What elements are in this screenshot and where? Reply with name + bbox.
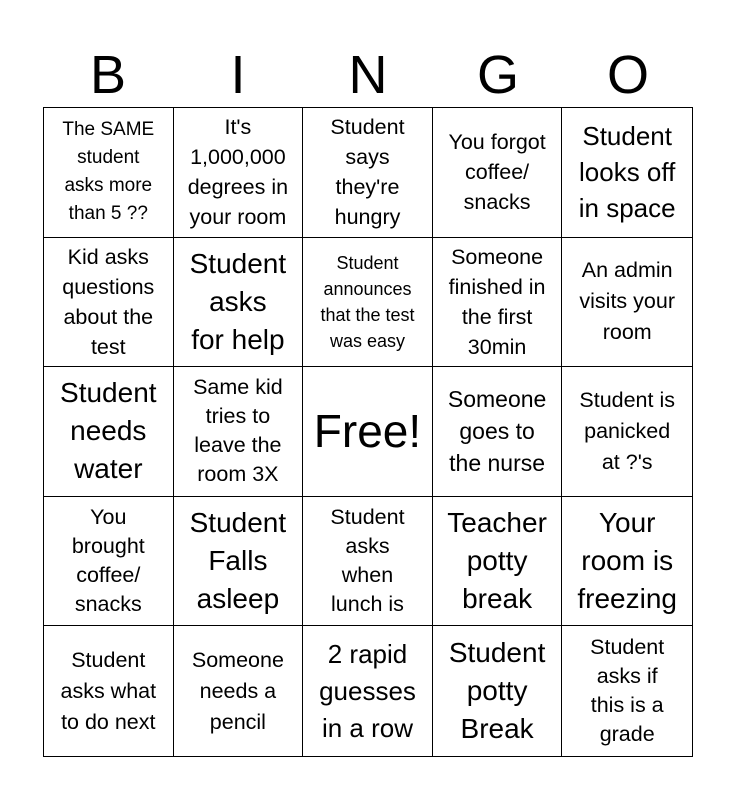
cell-text: Student says they're hungry	[330, 115, 405, 230]
bingo-cell-r2-c0[interactable]	[44, 367, 174, 497]
bingo-cell-r1-c2[interactable]	[303, 238, 433, 368]
bingo-cell-r0-c1[interactable]	[174, 108, 304, 238]
bingo-cell-r0-c0[interactable]	[44, 108, 174, 238]
cell-text: Student asks what to do next	[60, 647, 157, 734]
bingo-cell-r3-c0[interactable]	[44, 497, 174, 627]
cell-text: Student potty Break	[448, 637, 546, 745]
bingo-cell-r1-c4[interactable]	[562, 238, 692, 368]
bingo-cell-r0-c4[interactable]	[562, 108, 692, 238]
bingo-cell-r1-c3[interactable]	[433, 238, 563, 368]
header-letter-n: N	[348, 45, 388, 105]
cell-text: You brought coffee/ snacks	[71, 505, 145, 617]
bingo-board	[43, 107, 693, 757]
cell-text: 2 rapid guesses in a row	[319, 638, 416, 743]
cell-text: Student looks off in space	[578, 121, 676, 224]
bingo-cell-r4-c0[interactable]	[44, 626, 174, 756]
cell-text: Student asks if this is a grade	[590, 635, 665, 747]
bingo-cell-r0-c2[interactable]	[303, 108, 433, 238]
cell-text: Someone goes to the nurse	[447, 386, 547, 477]
bingo-cell-r4-c3[interactable]	[433, 626, 563, 756]
cell-text: Student asks when lunch is	[330, 505, 405, 617]
cell-text: Student asks for help	[189, 247, 287, 355]
cell-text: Someone finished in the first 30min	[448, 244, 546, 359]
bingo-header	[43, 44, 693, 106]
cell-text: Same kid tries to leave the room 3X	[193, 375, 283, 487]
bingo-cell-r3-c1[interactable]	[174, 497, 304, 627]
cell-text: Student needs water	[60, 377, 157, 485]
bingo-cell-r4-c1[interactable]	[174, 626, 304, 756]
cell-text: It's 1,000,000 degrees in your room	[187, 115, 289, 230]
cell-text: Someone needs a pencil	[191, 647, 284, 734]
bingo-cell-r4-c4[interactable]	[562, 626, 692, 756]
cell-text: An admin visits your room	[579, 258, 675, 345]
bingo-cell-r3-c3[interactable]	[433, 497, 563, 627]
bingo-cell-free[interactable]	[303, 367, 433, 497]
cell-text: The SAME student asks more than 5 ??	[62, 119, 155, 225]
header-letter-i: I	[230, 45, 246, 105]
cell-text: Student is panicked at ?'s	[579, 387, 675, 474]
bingo-cell-r4-c2[interactable]	[303, 626, 433, 756]
cell-text: Teacher potty break	[447, 507, 547, 615]
bingo-cell-r2-c3[interactable]	[433, 367, 563, 497]
header-letter-b: B	[89, 45, 127, 105]
cell-text: Kid asks questions about the test	[62, 244, 155, 359]
cell-text: Student Falls asleep	[189, 507, 287, 615]
bingo-cell-r2-c4[interactable]	[562, 367, 692, 497]
bingo-cell-r3-c4[interactable]	[562, 497, 692, 627]
cell-text: Free!	[313, 405, 422, 458]
bingo-cell-r0-c3[interactable]	[433, 108, 563, 238]
cell-text: You forgot coffee/ snacks	[448, 130, 546, 215]
bingo-cell-r2-c1[interactable]	[174, 367, 304, 497]
header-letter-o: O	[606, 45, 649, 105]
bingo-cell-r3-c2[interactable]	[303, 497, 433, 627]
cell-text: Your room is freezing	[577, 507, 677, 615]
header-letter-g: G	[476, 45, 519, 105]
bingo-cell-r1-c0[interactable]	[44, 238, 174, 368]
bingo-cell-r1-c1[interactable]	[174, 238, 304, 368]
cell-text: Student announces that the test was easy	[320, 252, 415, 351]
